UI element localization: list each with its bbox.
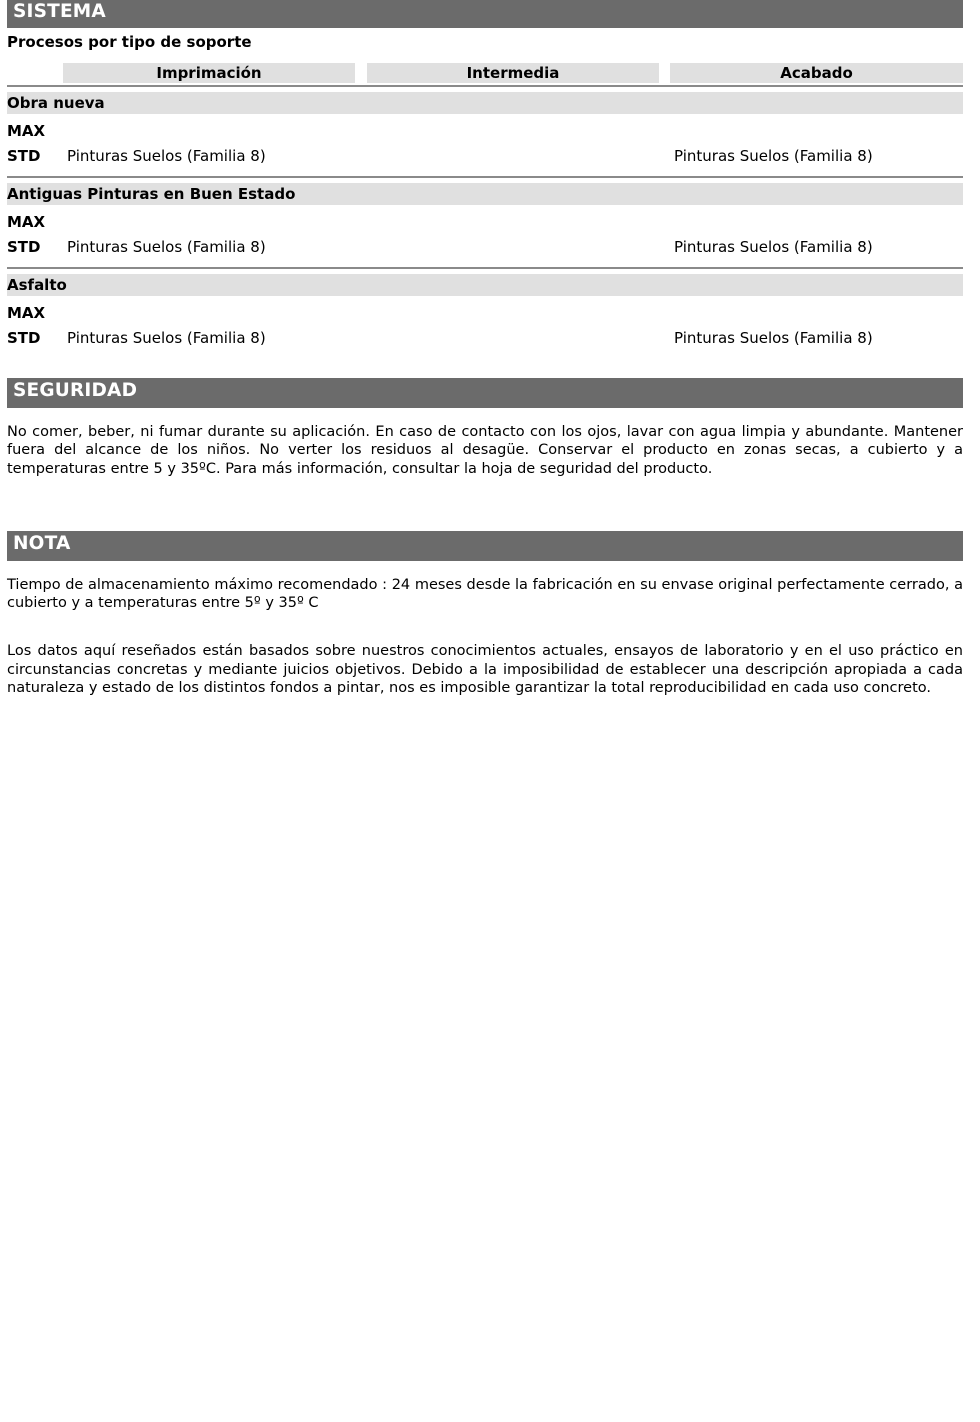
cell-acabado: Pinturas Suelos (Familia 8) (674, 238, 873, 256)
row-label-max: MAX (7, 122, 46, 140)
nota-disclaimer-text: Los datos aquí reseñados están basados sobre nuestros conocimientos actuales, ensayos de laboratorio y en el uso práctico en circunstancias concretas y mediante juicios objetivos. Debido a la imposibilidad de establecer una descripción apropiada a cada naturaleza y estado de los distintos fondos a pintar, nos es imposible garantizar la total reproducibilidad en cada uso concreto. (7, 643, 963, 697)
table-row (7, 326, 963, 351)
cell-imprimacion: Pinturas Suelos (Familia 8) (67, 238, 266, 256)
cell-acabado: Pinturas Suelos (Familia 8) (674, 329, 873, 347)
row-label-max: MAX (7, 304, 46, 322)
table-row (7, 235, 963, 260)
column-headers (7, 63, 963, 85)
table-row (7, 144, 963, 169)
divider (7, 267, 963, 269)
cell-imprimacion: Pinturas Suelos (Familia 8) (67, 147, 266, 165)
nota-header: NOTA (7, 531, 963, 561)
substrate-asfalto: Asfalto (7, 274, 963, 296)
table-row (7, 210, 963, 235)
document-page (7, 0, 963, 697)
row-label-std: STD (7, 238, 41, 256)
column-header-imprimacion: Imprimación (63, 63, 355, 83)
seguridad-text: No comer, beber, ni fumar durante su aplicación. En caso de contacto con los ojos, lavar con agua limpia y abundante. Mantener fuera del alcance de los niños. No verter los residuos al desagüe. Conservar el producto en zonas secas, a cubierto y a temperaturas entre 5 y 35ºC. Para más información, consultar la hoja de seguridad del producto. (7, 424, 963, 477)
row-label-std: STD (7, 329, 41, 347)
row-label-max: MAX (7, 213, 46, 231)
sistema-subtitle: Procesos por tipo de soporte (7, 33, 252, 51)
row-label-std: STD (7, 147, 41, 165)
column-header-intermedia: Intermedia (367, 63, 659, 83)
divider (7, 85, 963, 87)
seguridad-header: SEGURIDAD (7, 378, 963, 408)
substrate-antiguas-pinturas: Antiguas Pinturas en Buen Estado (7, 183, 963, 205)
table-row (7, 301, 963, 326)
sistema-header: SISTEMA (7, 0, 963, 28)
table-row (7, 119, 963, 144)
cell-acabado: Pinturas Suelos (Familia 8) (674, 147, 873, 165)
column-header-acabado: Acabado (670, 63, 963, 83)
substrate-obra-nueva: Obra nueva (7, 92, 963, 114)
divider (7, 176, 963, 178)
nota-storage-text: Tiempo de almacenamiento máximo recomendado : 24 meses desde la fabricación en su envase original perfectamente cerrado, a cubierto y a temperaturas entre 5º y 35º C (7, 576, 963, 612)
cell-imprimacion: Pinturas Suelos (Familia 8) (67, 329, 266, 347)
